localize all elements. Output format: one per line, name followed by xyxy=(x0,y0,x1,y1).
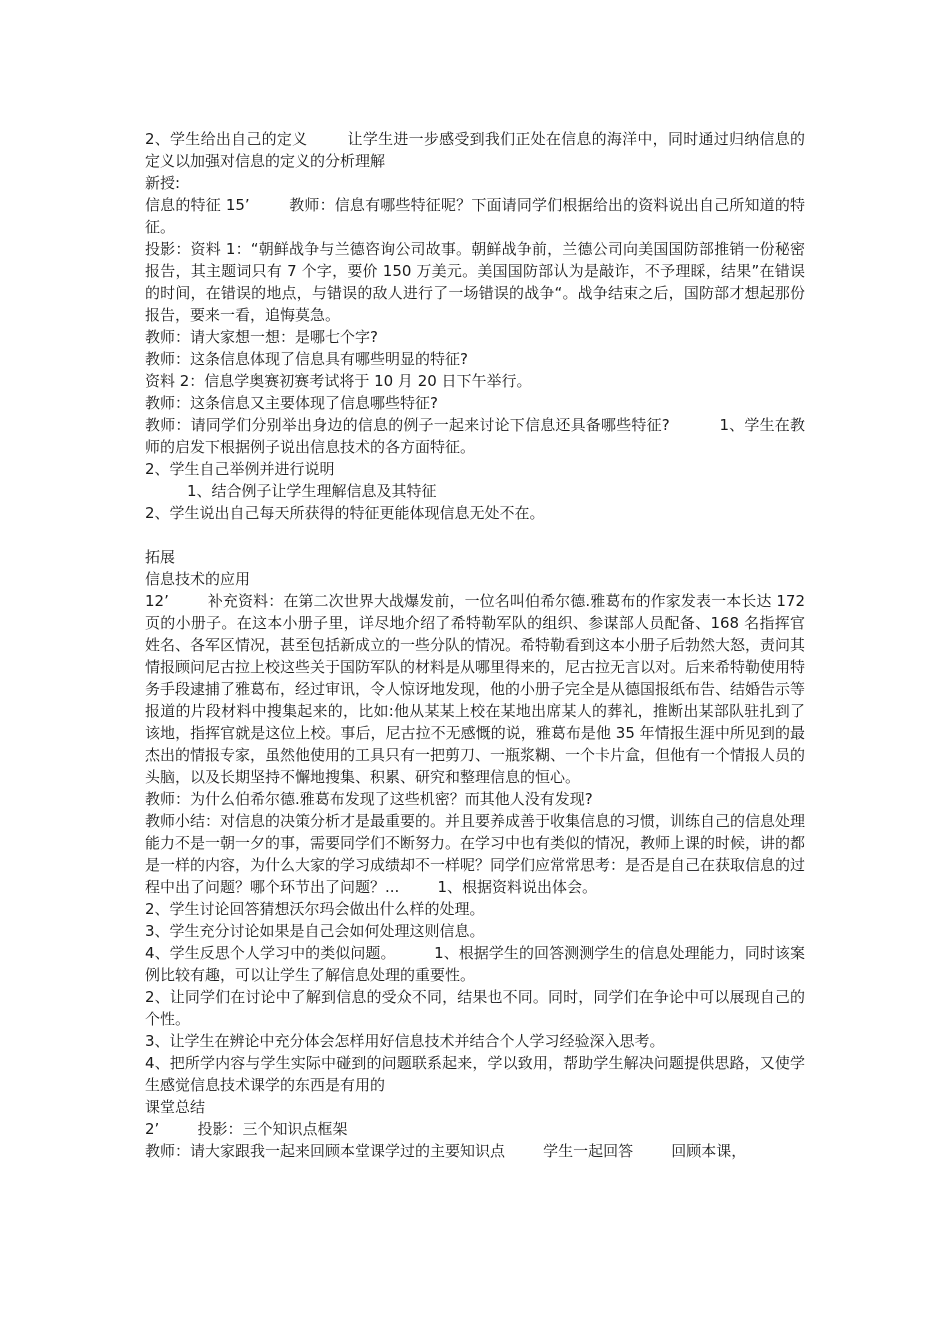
paragraph-question-why: 教师：为什么伯希尔德.雅葛布发现了这些机密？而其他人没有发现? xyxy=(145,790,593,808)
paragraph-definition: 2、学生给出自己的定义 让学生进一步感受到我们正处在信息的海洋中，同时通过归纳信息的定义以加强对信息的定义的分析理解 xyxy=(145,130,805,170)
paragraph-teacher-summary: 教师小结：对信息的决策分析才是最重要的。并且要养成善于收集信息的习惯，训练自己的信息处理能力不是一朝一夕的事，需要同学们不断努力。在学习中也有类似的情况，教师上课的时候，讲的都是一样的内容，为什么大家的学习成绩却不一样呢？同学们应常常思考：是否是自己在获取信息的过程中出了问题？哪个环节出了问题？... 1、根据资料说出体会。 xyxy=(145,812,806,896)
paragraph-framework: 2’ 投影：三个知识点框架 xyxy=(145,1120,348,1138)
paragraph-walmart: 2、学生讨论回答猜想沃尔玛会做出什么样的处理。 xyxy=(145,900,485,918)
paragraph-question-features: 教师：这条信息体现了信息具有哪些明显的特征? xyxy=(145,350,468,368)
paragraph-audience: 2、让同学们在讨论中了解到信息的受众不同，结果也不同。同时，同学们在争论中可以展现自己的个性。 xyxy=(145,988,805,1028)
heading-extension: 拓展 xyxy=(145,548,176,566)
paragraph-features: 信息的特征 15’ 教师：信息有哪些特征呢？下面请同学们根据给出的资料说出自己所知道的特征。 xyxy=(145,196,805,236)
document-body xyxy=(145,128,810,1162)
heading-applications: 信息技术的应用 xyxy=(145,570,251,588)
paragraph-question-seven-words: 教师：请大家想一想：是哪七个字? xyxy=(145,328,378,346)
paragraph-student-examples: 2、学生自己举例并进行说明 xyxy=(145,460,335,478)
paragraph-self-handle: 3、学生充分讨论如果是自己会如何处理这则信息。 xyxy=(145,922,485,940)
paragraph-supplement-story: 12’ 补充资料：在第二次世界大战爆发前，一位名叫伯希尔德.雅葛布的作家发表一本长达 172 页的小册子。在这本小册子里，详尽地介绍了希特勒军队的组织、参谋部人员配备、168 名指挥官姓名、各军区情况，甚至包括新成立的一些分队的情况。希特勒看到这本小册子后勃然大怒，责问其情报顾问尼古拉上校这些关于国防军队的材料是从哪里得来的，尼古拉无言以对。后来希特勒使用特务手段逮捕了雅葛布，经过审讯，令人惊讶地发现，他的小册子完全是从德国报纸布告、结婚告示等报道的片段材料中搜集起来的，比如:他从某某上校在某地出席某人的葬礼，推断出某部队驻扎到了该地，指挥官就是这位上校。事后，尼古拉不无感慨的说，雅葛布是他 35 年情报生涯中所见到的最杰出的情报专家，虽然他使用的工具只有一把剪刀、一瓶浆糊、一个卡片盒，但他有一个情报人员的头脑，以及长期坚持不懈地搜集、积累、研究和整理信息的恒心。 xyxy=(145,592,810,786)
paragraph-debate: 3、让学生在辨论中充分体会怎样用好信息技术并结合个人学习经验深入思考。 xyxy=(145,1032,665,1050)
blank-line xyxy=(145,524,805,546)
paragraph-material-1: 投影：资料 1：“朝鲜战争与兰德咨询公司故事。朝鲜战争前，兰德公司向美国国防部推销一份秘密报告，其主题词只有 7 个字，要价 150 万美元。美国国防部认为是敲诈，不予理睬，结果”在错误的时间，在错误的地点，与错误的敌人进行了一场错误的战争“。战争结束之后，国防部才想起那份报告，要来一看，追悔莫急。 xyxy=(145,240,805,324)
paragraph-apply: 4、把所学内容与学生实际中碰到的问题联系起来，学以致用，帮助学生解决问题提供思路，又使学生感觉信息技术课学的东西是有用的 xyxy=(145,1054,805,1094)
paragraph-understand-features: 1、结合例子让学生理解信息及其特征 xyxy=(187,482,437,500)
heading-new-lesson: 新授: xyxy=(145,174,181,192)
heading-summary: 课堂总结 xyxy=(145,1098,206,1116)
paragraph-everywhere: 2、学生说出自己每天所获得的特征更能体现信息无处不在。 xyxy=(145,504,545,522)
paragraph-review: 教师：请大家跟我一起来回顾本堂课学过的主要知识点 学生一起回答 回顾本课， xyxy=(145,1142,747,1160)
paragraph-material-2: 资料 2：信息学奥赛初赛考试将于 10 月 20 日下午举行。 xyxy=(145,372,532,390)
paragraph-reflect: 4、学生反思个人学习中的类似问题。 1、根据学生的回答测测学生的信息处理能力，同时该案例比较有趣，可以让学生了解信息处理的重要性。 xyxy=(145,944,805,984)
paragraph-discussion: 教师：请同学们分别举出身边的信息的例子一起来讨论下信息还具备哪些特征? 1、学生在教师的启发下根据例子说出信息技术的各方面特征。 xyxy=(145,416,805,456)
paragraph-question-main-features: 教师：这条信息又主要体现了信息哪些特征? xyxy=(145,394,438,412)
